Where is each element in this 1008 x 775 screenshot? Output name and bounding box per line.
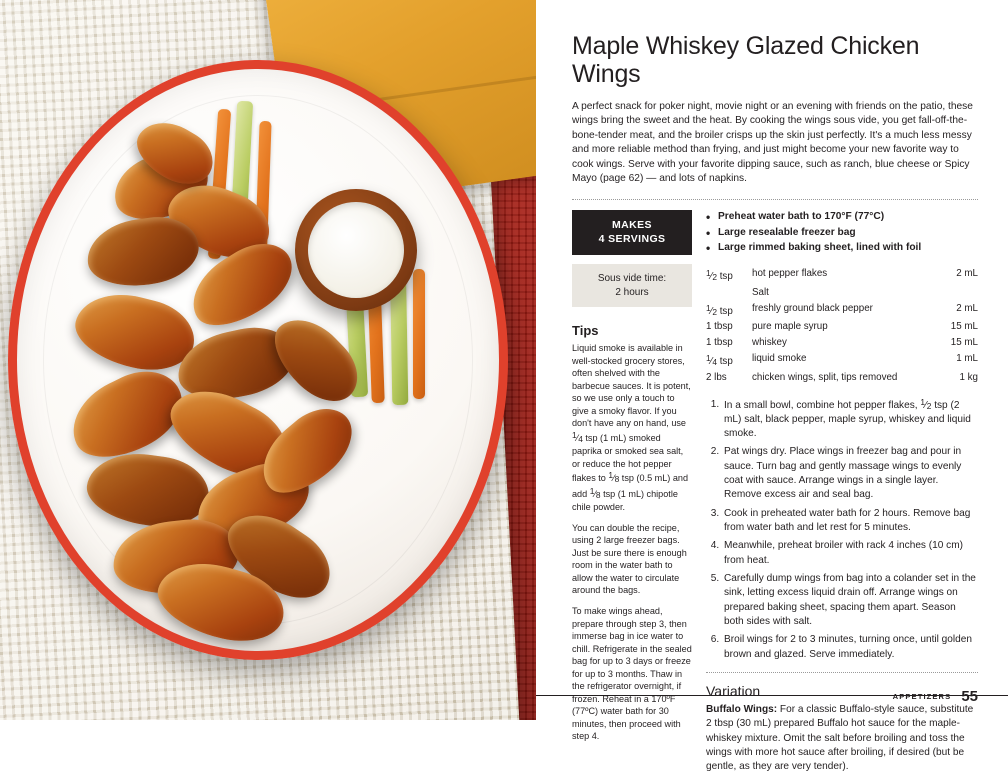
divider xyxy=(706,672,978,673)
equipment-item: • Large rimmed baking sheet, lined with foil xyxy=(706,241,978,256)
ingredient-name: Salt xyxy=(752,286,769,298)
ingredient-metric xyxy=(934,285,978,301)
recipe-photo xyxy=(0,0,536,720)
ingredient-name: whiskey xyxy=(752,337,787,349)
equipment-item: • Large resealable freezer bag xyxy=(706,226,978,241)
white-plate xyxy=(8,60,508,660)
equipment-list xyxy=(706,210,978,256)
table-row xyxy=(706,266,978,285)
step-item: 5. Carefully dump wings from bag into a colander set in the sink, letting excess liquid drain off. Arrange wings on prepared baking sheet, spacing them apart. Season both sides with salt. xyxy=(722,572,978,629)
ingredient-name: liquid smoke xyxy=(752,353,807,365)
carrot-stick xyxy=(413,269,425,399)
recipe-intro: A perfect snack for poker night, movie night or an evening with friends on the patio, these wings bring the sweet and the heat. By cooking the wings sous vide, you get fall-off-the-bone-tender meat, and the broiler crisps up the skin just perfectly. It's a much less messy and more reliable method than frying, and just might become your new favorite way to cook wings. Serve with your favorite dipping sauce, such as ranch, blue cheese or Spicy Mayo (page 62) — and lots of napkins. xyxy=(572,101,973,185)
tips-heading: Tips xyxy=(572,323,599,339)
page-number: 55 xyxy=(961,688,978,705)
tip-item: You can double the recipe, using 2 large freezer bags. Just be sure there is enough room in the water bath to allow the water to circulate around the bags. xyxy=(572,522,687,596)
page-footer xyxy=(572,689,978,704)
recipe-text-page xyxy=(536,0,1008,773)
step-item: 3. Cook in preheated water bath for 2 hours. Remove bag from water bath and let rest for 5 minutes. xyxy=(722,507,978,536)
variation-body xyxy=(706,703,978,775)
ingredients-table xyxy=(706,266,978,386)
tips-body xyxy=(572,342,692,743)
servings-value: 4 SERVINGS xyxy=(598,232,666,245)
table-row xyxy=(706,371,978,387)
sous-vide-label: Sous vide time: xyxy=(597,273,667,285)
tip-item: To make wings ahead, prepare through step 3, then immerse bag in ice water to chill. Refrigerate in the sealed bag for up to 3 days or freeze for up to 3 months. Thaw in the refrigerator overnight, if frozen. Reheat in a 170ºF (77ºC) water bath for 30 minutes, then proceed with step 4. xyxy=(572,606,692,742)
ingredient-metric: 15 mL xyxy=(950,337,978,349)
ingredient-metric: 2 mL xyxy=(956,302,978,314)
ingredient-amount: 1 tbsp xyxy=(706,321,733,333)
ingredient-amount xyxy=(706,285,752,301)
method-steps xyxy=(706,397,978,663)
table-row xyxy=(706,336,978,352)
ingredient-metric: 15 mL xyxy=(950,321,978,333)
variation-heading: Variation xyxy=(706,683,761,700)
equipment-item: • Preheat water bath to 170°F (77°C) xyxy=(706,210,978,225)
ingredient-amount: 2 lbs xyxy=(706,372,727,384)
footer-section-label: APPETIZERS xyxy=(892,692,952,701)
table-row xyxy=(706,285,978,301)
ingredient-name: pure maple syrup xyxy=(752,321,828,333)
dipping-sauce-bowl xyxy=(295,189,417,311)
divider xyxy=(572,199,978,200)
table-row xyxy=(706,320,978,336)
sous-vide-time-badge xyxy=(572,264,692,307)
ingredient-amount: 1 tbsp xyxy=(706,337,733,349)
ingredient-name: hot pepper flakes xyxy=(752,267,828,279)
ingredient-amount: 1⁄2 tsp xyxy=(706,302,733,317)
page-title: Maple Whiskey Glazed Chicken Wings xyxy=(572,32,920,88)
variation-paragraph xyxy=(706,703,978,775)
table-row xyxy=(706,352,978,371)
step-item: 6. Broil wings for 2 to 3 minutes, turning once, until golden brown and glazed. Serve immediately. xyxy=(722,633,978,662)
ingredient-metric: 2 mL xyxy=(956,267,978,279)
step-item: 2. Pat wings dry. Place wings in freezer bag and pour in sauce. Turn bag and gently massage wings to evenly coat with sauce. Arrange wings in a single layer. Remove excess air and seal bag. xyxy=(722,445,978,502)
table-row xyxy=(706,301,978,320)
variation-name: Buffalo Wings: xyxy=(706,704,778,716)
variation-text: For a classic Buffalo-style sauce, substitute 2 tbsp (30 mL) prepared Buffalo hot sauce for the maple-whiskey mixture. Omit the salt before broiling and toss the wings with more hot sauce after broiling, if desired (but be gentle, as they are very tender). xyxy=(706,704,974,773)
sous-vide-value: 2 hours xyxy=(615,286,649,298)
ingredient-metric: 1 kg xyxy=(959,372,978,384)
ingredient-amount: 1⁄2 tsp xyxy=(706,267,733,282)
step-item: 1. In a small bowl, combine hot pepper flakes, $^1$⁄2 tsp (2 mL) salt, black pepper, maple syrup, whiskey and liquid smoke. xyxy=(722,397,978,442)
ingredient-name: chicken wings, split, tips removed xyxy=(752,372,898,384)
tip-item: Liquid smoke is available in well-stocked grocery stores, often shelved with the barbecue sauces. It is potent, so we use only a touch to give a smoky flavor. If you don't have any on hand, use 1⁄4 tsp (1 mL) smoked paprika or smoked sea salt, or reduce the hot pepper flakes to 1⁄8 tsp (0.5 mL) and add 1⁄8 tsp (1 mL) chipotle chile powder. xyxy=(572,343,691,513)
servings-label: MAKES xyxy=(612,218,652,231)
ingredient-metric: 1 mL xyxy=(956,353,978,365)
ingredient-name: freshly ground black pepper xyxy=(752,302,873,314)
servings-badge xyxy=(572,210,692,255)
ingredient-amount: 1⁄4 tsp xyxy=(706,353,733,368)
step-item: 4. Meanwhile, preheat broiler with rack 4 inches (10 cm) from heat. xyxy=(722,539,978,568)
